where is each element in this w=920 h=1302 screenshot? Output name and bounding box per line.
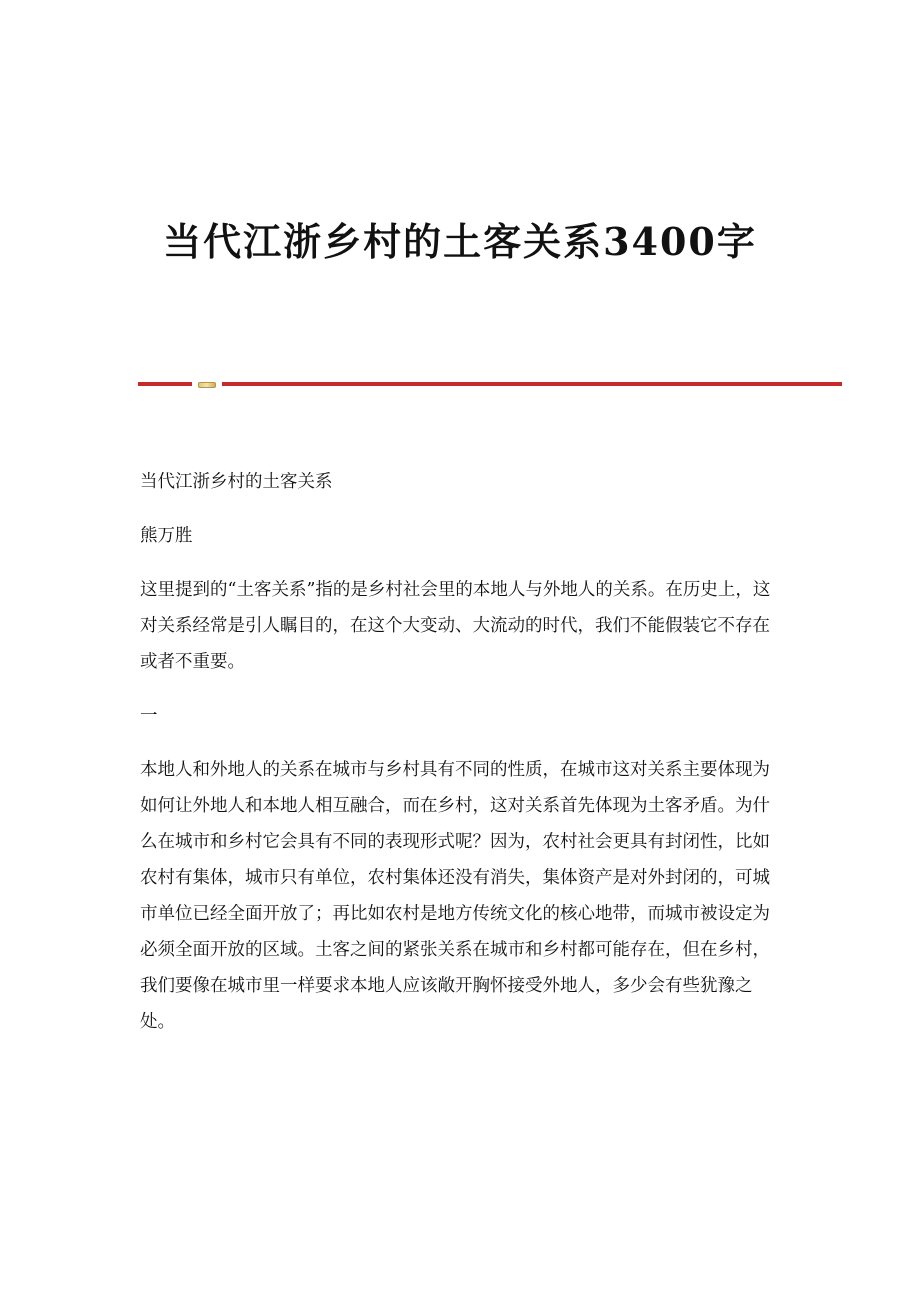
section-heading-one: 一 <box>140 706 158 726</box>
document-title: 当代江浙乡村的土客关系3400字 <box>163 219 757 264</box>
divider-line-left <box>138 382 192 386</box>
article-author: 熊万胜 <box>140 526 193 546</box>
paragraph-intro: 这里提到的“土客关系”指的是乡村社会里的本地人与外地人的关系。在历史上，这对关系经常是引人瞩目的，在这个大变动、大流动的时代，我们不能假装它不存在或者不重要。 <box>140 580 771 672</box>
document-body <box>140 464 772 1058</box>
article-subtitle: 当代江浙乡村的土客关系 <box>140 472 333 492</box>
paragraph-main: 本地人和外地人的关系在城市与乡村具有不同的性质，在城市这对关系主要体现为如何让外地人和本地人相互融合，而在乡村，这对关系首先体现为土客矛盾。为什么在城市和乡村它会具有不同的表现形式呢？因为，农村社会更具有封闭性，比如农村有集体，城市只有单位，农村集体还没有消失，集体资产是对外封闭的，可城市单位已经全面开放了；再比如农村是地方传统文化的核心地带，而城市被设定为必须全面开放的区域。土客之间的紧张关系在城市和乡村都可能存在，但在乡村，我们要像在城市里一样要求本地人应该敞开胸怀接受外地人，多少会有些犹豫之处。 <box>140 760 770 1032</box>
title-divider <box>138 380 842 390</box>
divider-line-right <box>222 382 842 386</box>
divider-ornament-icon <box>198 382 216 388</box>
